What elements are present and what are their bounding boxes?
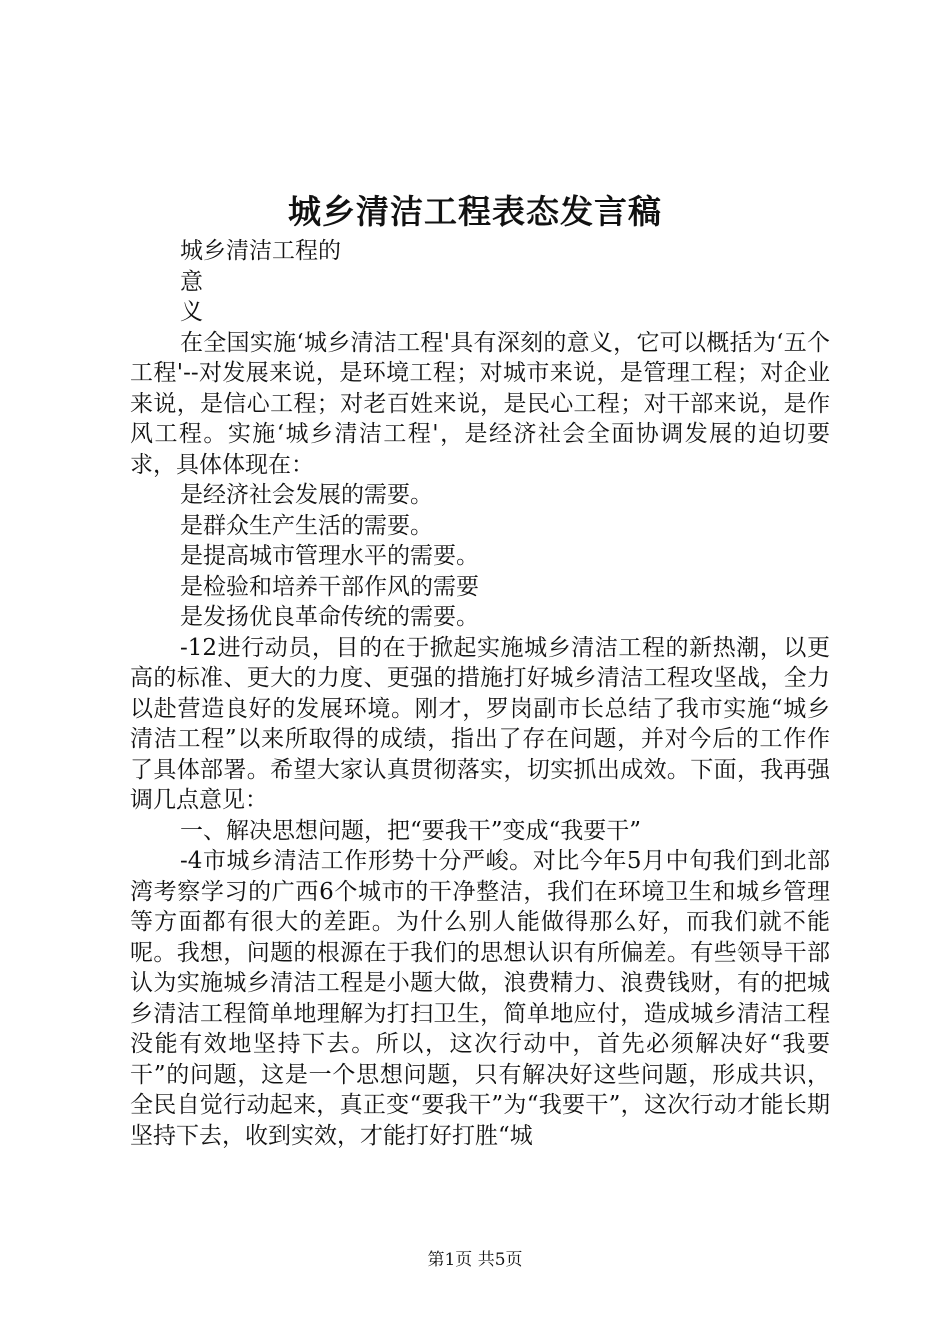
paragraph-significance: 在全国实施‘城乡清洁工程'具有深刻的意义，它可以概括为‘五个工程'--对发展来说，是环境工程；对城市来说，是管理工程；对企业来说，是信心工程；对老百姓来说，是民心工程；对干部来说，是作风工程。实施‘城乡清洁工程'，是经济社会全面协调发展的迫切要求，具体体现在： xyxy=(130,329,830,478)
section-heading: 一、解决思想问题，把“要我干”变成“我要干” xyxy=(180,817,642,844)
need-item: 是群众生产生活的需要。 xyxy=(180,512,433,539)
need-item: 是检验和培养干部作风的需要 xyxy=(180,573,479,600)
heading-line: 城乡清洁工程的 xyxy=(180,238,341,264)
document-body xyxy=(130,236,830,1151)
need-item: 是经济社会发展的需要。 xyxy=(180,482,433,508)
page-footer: 第1页 共5页 xyxy=(427,1250,523,1270)
paragraph-mobilization: -12进行动员，目的在于掀起实施城乡清洁工程的新热潮，以更高的标准、更大的力度、更强的措施打好城乡清洁工程攻坚战，全力以赴营造良好的发展环境。刚才，罗岗副市长总结了我市实施“城乡清洁工程”以来所取得的成绩，指出了存在问题，并对今后的工作作了具体部署。希望大家认真贯彻落实，切实抓出成效。下面，我再强调几点意见： xyxy=(130,634,830,813)
heading-line: 义 xyxy=(180,299,203,325)
paragraph-thinking: -4市城乡清洁工作形势十分严峻。对比今年5月中旬我们到北部湾考察学习的广西6个城市的干净整洁，我们在环境卫生和城乡管理等方面都有很大的差距。为什么别人能做得那么好，而我们就不能呢。我想，问题的根源在于我们的思想认识有所偏差。有些领导干部认为实施城乡清洁工程是小题大做，浪费精力、浪费钱财，有的把城乡清洁工程简单地理解为打扫卫生，简单地应付，造成城乡清洁工程没能有效地坚持下去。所以，这次行动中，首先必须解决好“我要干”的问题，这是一个思想问题，只有解决好这些问题，形成共识，全民自觉行动起来，真正变“要我干”为“我要干”，这次行动才能长期坚持下去，收到实效，才能打好打胜“城 xyxy=(130,848,830,1149)
need-item: 是提高城市管理水平的需要。 xyxy=(180,543,479,569)
need-item: 是发扬优良革命传统的需要。 xyxy=(180,604,479,630)
heading-line: 意 xyxy=(180,268,203,295)
document-title: 城乡清洁工程表态发言稿 xyxy=(288,192,662,231)
